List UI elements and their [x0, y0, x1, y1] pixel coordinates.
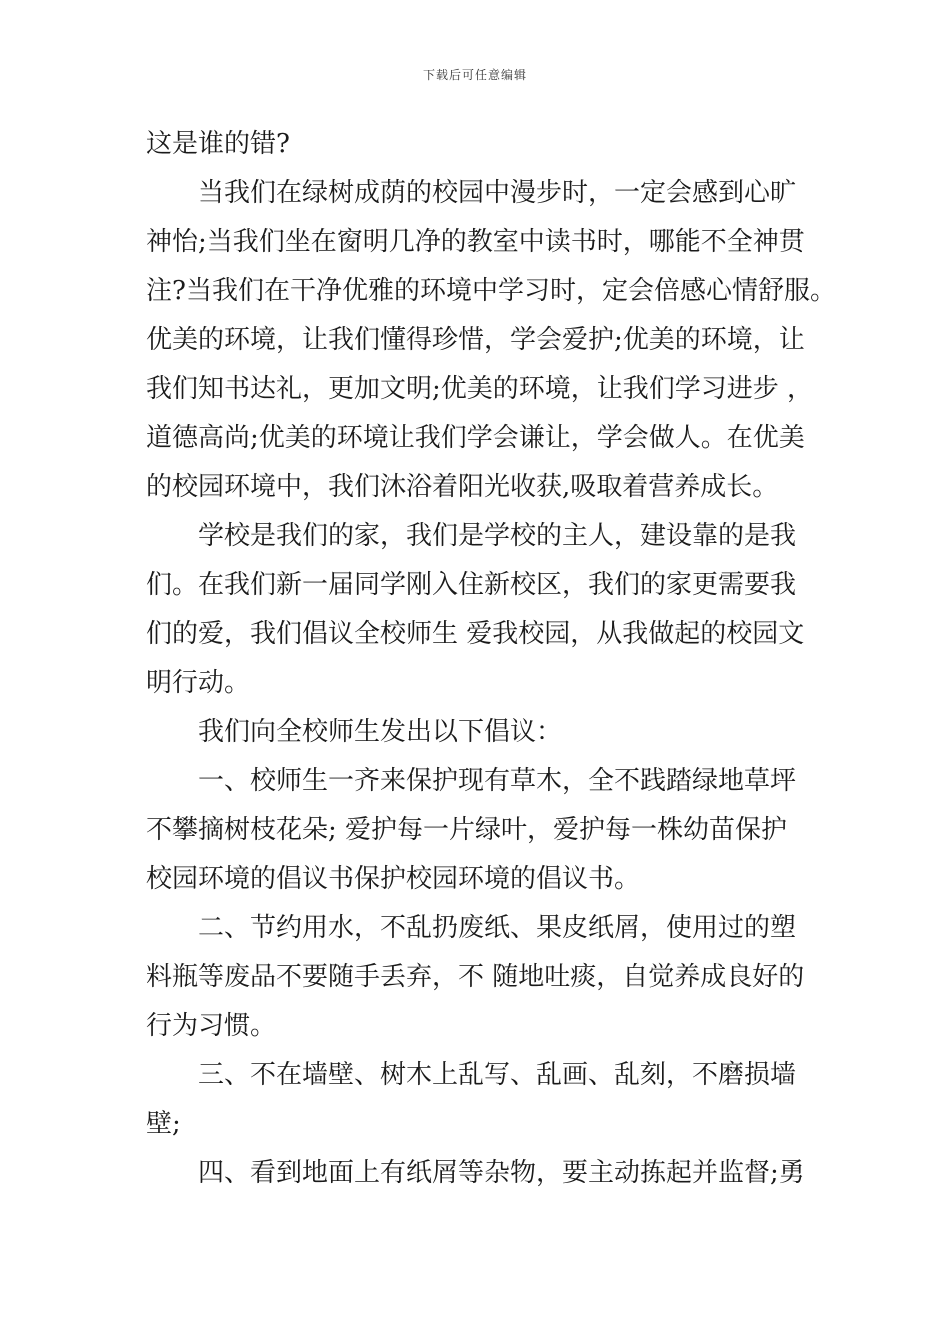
text-line: 行为习惯。 — [146, 1011, 277, 1041]
text-line: 学校是我们的家，我们是学校的主人，建设靠的是我 — [198, 521, 797, 551]
text-line: 我们向全校师生发出以下倡议： — [198, 717, 563, 747]
text-line: 我们知书达礼，更加文明;优美的环境，让我们学习进步 ， — [146, 374, 814, 404]
text-line: 神怡;当我们坐在窗明几净的教室中读书时，哪能不全神贯 — [146, 227, 805, 257]
text-line: 三、不在墙壁、树木上乱写、乱画、乱刻，不磨损墙 — [198, 1060, 797, 1090]
text-line: 明行动。 — [146, 668, 251, 698]
text-line: 的校园环境中，我们沐浴着阳光收获,吸取着营养成长。 — [146, 472, 779, 502]
text-line: 一、校师生一齐来保护现有草木，全不践踏绿地草坪 — [198, 766, 797, 796]
text-line: 四、看到地面上有纸屑等杂物，要主动拣起并监督;勇 — [198, 1158, 805, 1188]
text-line: 不攀摘树枝花朵; 爱护每一片绿叶，爱护每一株幼苗保护 — [146, 815, 788, 845]
text-line: 注?当我们在干净优雅的环境中学习时，定会倍感心情舒服。 — [146, 276, 836, 306]
text-line: 校园环境的倡议书保护校园环境的倡议书。 — [146, 864, 641, 894]
page-header: 下载后可任意编辑 — [422, 68, 527, 82]
text-line: 们的爱，我们倡议全校师生 爱我校园，从我做起的校园文 — [146, 619, 805, 649]
text-line: 料瓶等废品不要随手丢弃，不 随地吐痰，自觉养成良好的 — [146, 962, 805, 992]
text-line: 这是谁的错? — [146, 129, 290, 159]
text-line: 当我们在绿树成荫的校园中漫步时，一定会感到心旷 — [198, 178, 797, 208]
document-body — [146, 120, 836, 1198]
text-line: 壁; — [146, 1109, 181, 1139]
text-line: 二、节约用水，不乱扔废纸、果皮纸屑，使用过的塑 — [198, 913, 797, 943]
text-line: 道德高尚;优美的环境让我们学会谦让，学会做人。在优美 — [146, 423, 805, 453]
text-line: 优美的环境，让我们懂得珍惜，学会爱护;优美的环境，让 — [146, 325, 805, 355]
text-line: 们。在我们新一届同学刚入住新校区，我们的家更需要我 — [146, 570, 797, 600]
